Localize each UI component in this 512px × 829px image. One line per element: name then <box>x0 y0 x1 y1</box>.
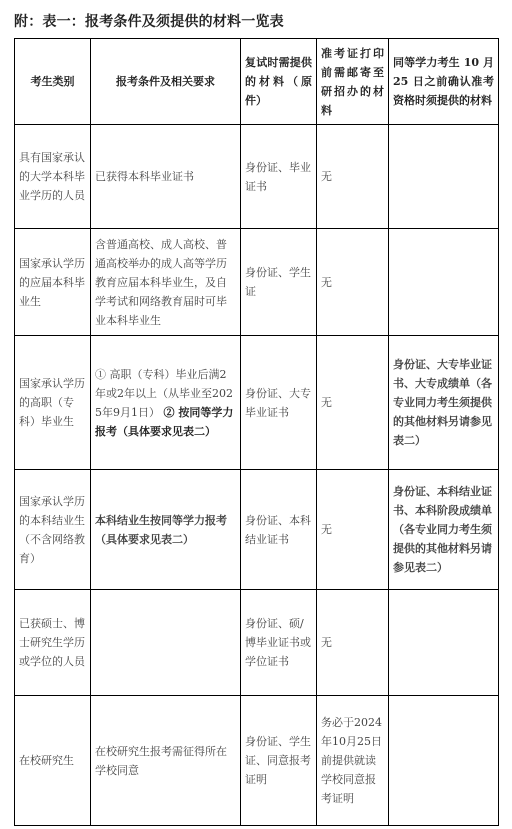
header-mail-docs: 准考证打印前需邮寄至研招办的材料 <box>317 39 389 125</box>
row-retest-docs: 身份证、学生证 <box>241 229 317 336</box>
requirements-table <box>14 38 499 826</box>
row-mail-docs: 无 <box>317 470 389 590</box>
row-equiv-docs <box>389 590 499 696</box>
row-retest-docs: 身份证、大专毕业证书 <box>241 336 317 470</box>
row-category: 在校研究生 <box>15 696 91 826</box>
row-mail-docs: 无 <box>317 125 389 229</box>
row-equiv-docs <box>389 229 499 336</box>
header-category: 考生类别 <box>15 39 91 125</box>
table-row <box>15 336 499 470</box>
header-retest-docs: 复试时需提供的材料（原件） <box>241 39 317 125</box>
header-conditions: 报考条件及相关要求 <box>91 39 241 125</box>
row-mail-docs: 无 <box>317 336 389 470</box>
row-category: 国家承认学历的本科结业生（不含网络教育） <box>15 470 91 590</box>
row-category: 国家承认学历的高职（专科）毕业生 <box>15 336 91 470</box>
row-equiv-docs: 身份证、本科结业证书、本科阶段成绩单（各专业同力考生须提供的其他材料另请参见表二） <box>389 470 499 590</box>
row-equiv-docs <box>389 696 499 826</box>
row-conditions: 在校研究生报考需征得所在学校同意 <box>91 696 241 826</box>
row-retest-docs: 身份证、毕业证书 <box>241 125 317 229</box>
row-equiv-docs <box>389 125 499 229</box>
condition-item: ② 按同等学力报考（具体要求见表二） <box>95 405 234 438</box>
table-row <box>15 229 499 336</box>
table-row <box>15 590 499 696</box>
row-retest-docs: 身份证、本科结业证书 <box>241 470 317 590</box>
row-mail-docs: 无 <box>317 590 389 696</box>
table-row <box>15 696 499 826</box>
header-equiv-docs: 同等学力考生 10 月 25 日之前确认准考资格时须提供的材料 <box>389 39 499 125</box>
row-retest-docs: 身份证、硕/博毕业证书或学位证书 <box>241 590 317 696</box>
header-row <box>15 39 499 125</box>
row-retest-docs: 身份证、学生证、同意报考证明 <box>241 696 317 826</box>
table-row <box>15 470 499 590</box>
row-equiv-docs: 身份证、大专毕业证书、大专成绩单（各专业同力考生须提供的其他材料另请参见表二） <box>389 336 499 470</box>
condition-item: ① 高职（专科）毕业后满2年或2年以上（从毕业至2025年9月1日） <box>95 367 233 419</box>
row-mail-docs: 务必于2024年10月25日前提供就读学校同意报考证明 <box>317 696 389 826</box>
document-title: 附：表一：报考条件及须提供的材料一览表 <box>14 14 284 30</box>
table-row <box>15 125 499 229</box>
row-conditions: 已获得本科毕业证书 <box>91 125 241 229</box>
row-category: 已获硕士、博士研究生学历或学位的人员 <box>15 590 91 696</box>
row-conditions <box>91 590 241 696</box>
row-category: 具有国家承认的大学本科毕业学历的人员 <box>15 125 91 229</box>
row-conditions <box>91 336 241 470</box>
row-conditions: 本科结业生按同等学力报考（具体要求见表二） <box>91 470 241 590</box>
row-mail-docs: 无 <box>317 229 389 336</box>
row-category: 国家承认学历的应届本科毕业生 <box>15 229 91 336</box>
row-conditions: 含普通高校、成人高校、普通高校举办的成人高等学历教育应届本科毕业生，及自学考试和网络教育届时可毕业本科毕业生 <box>91 229 241 336</box>
